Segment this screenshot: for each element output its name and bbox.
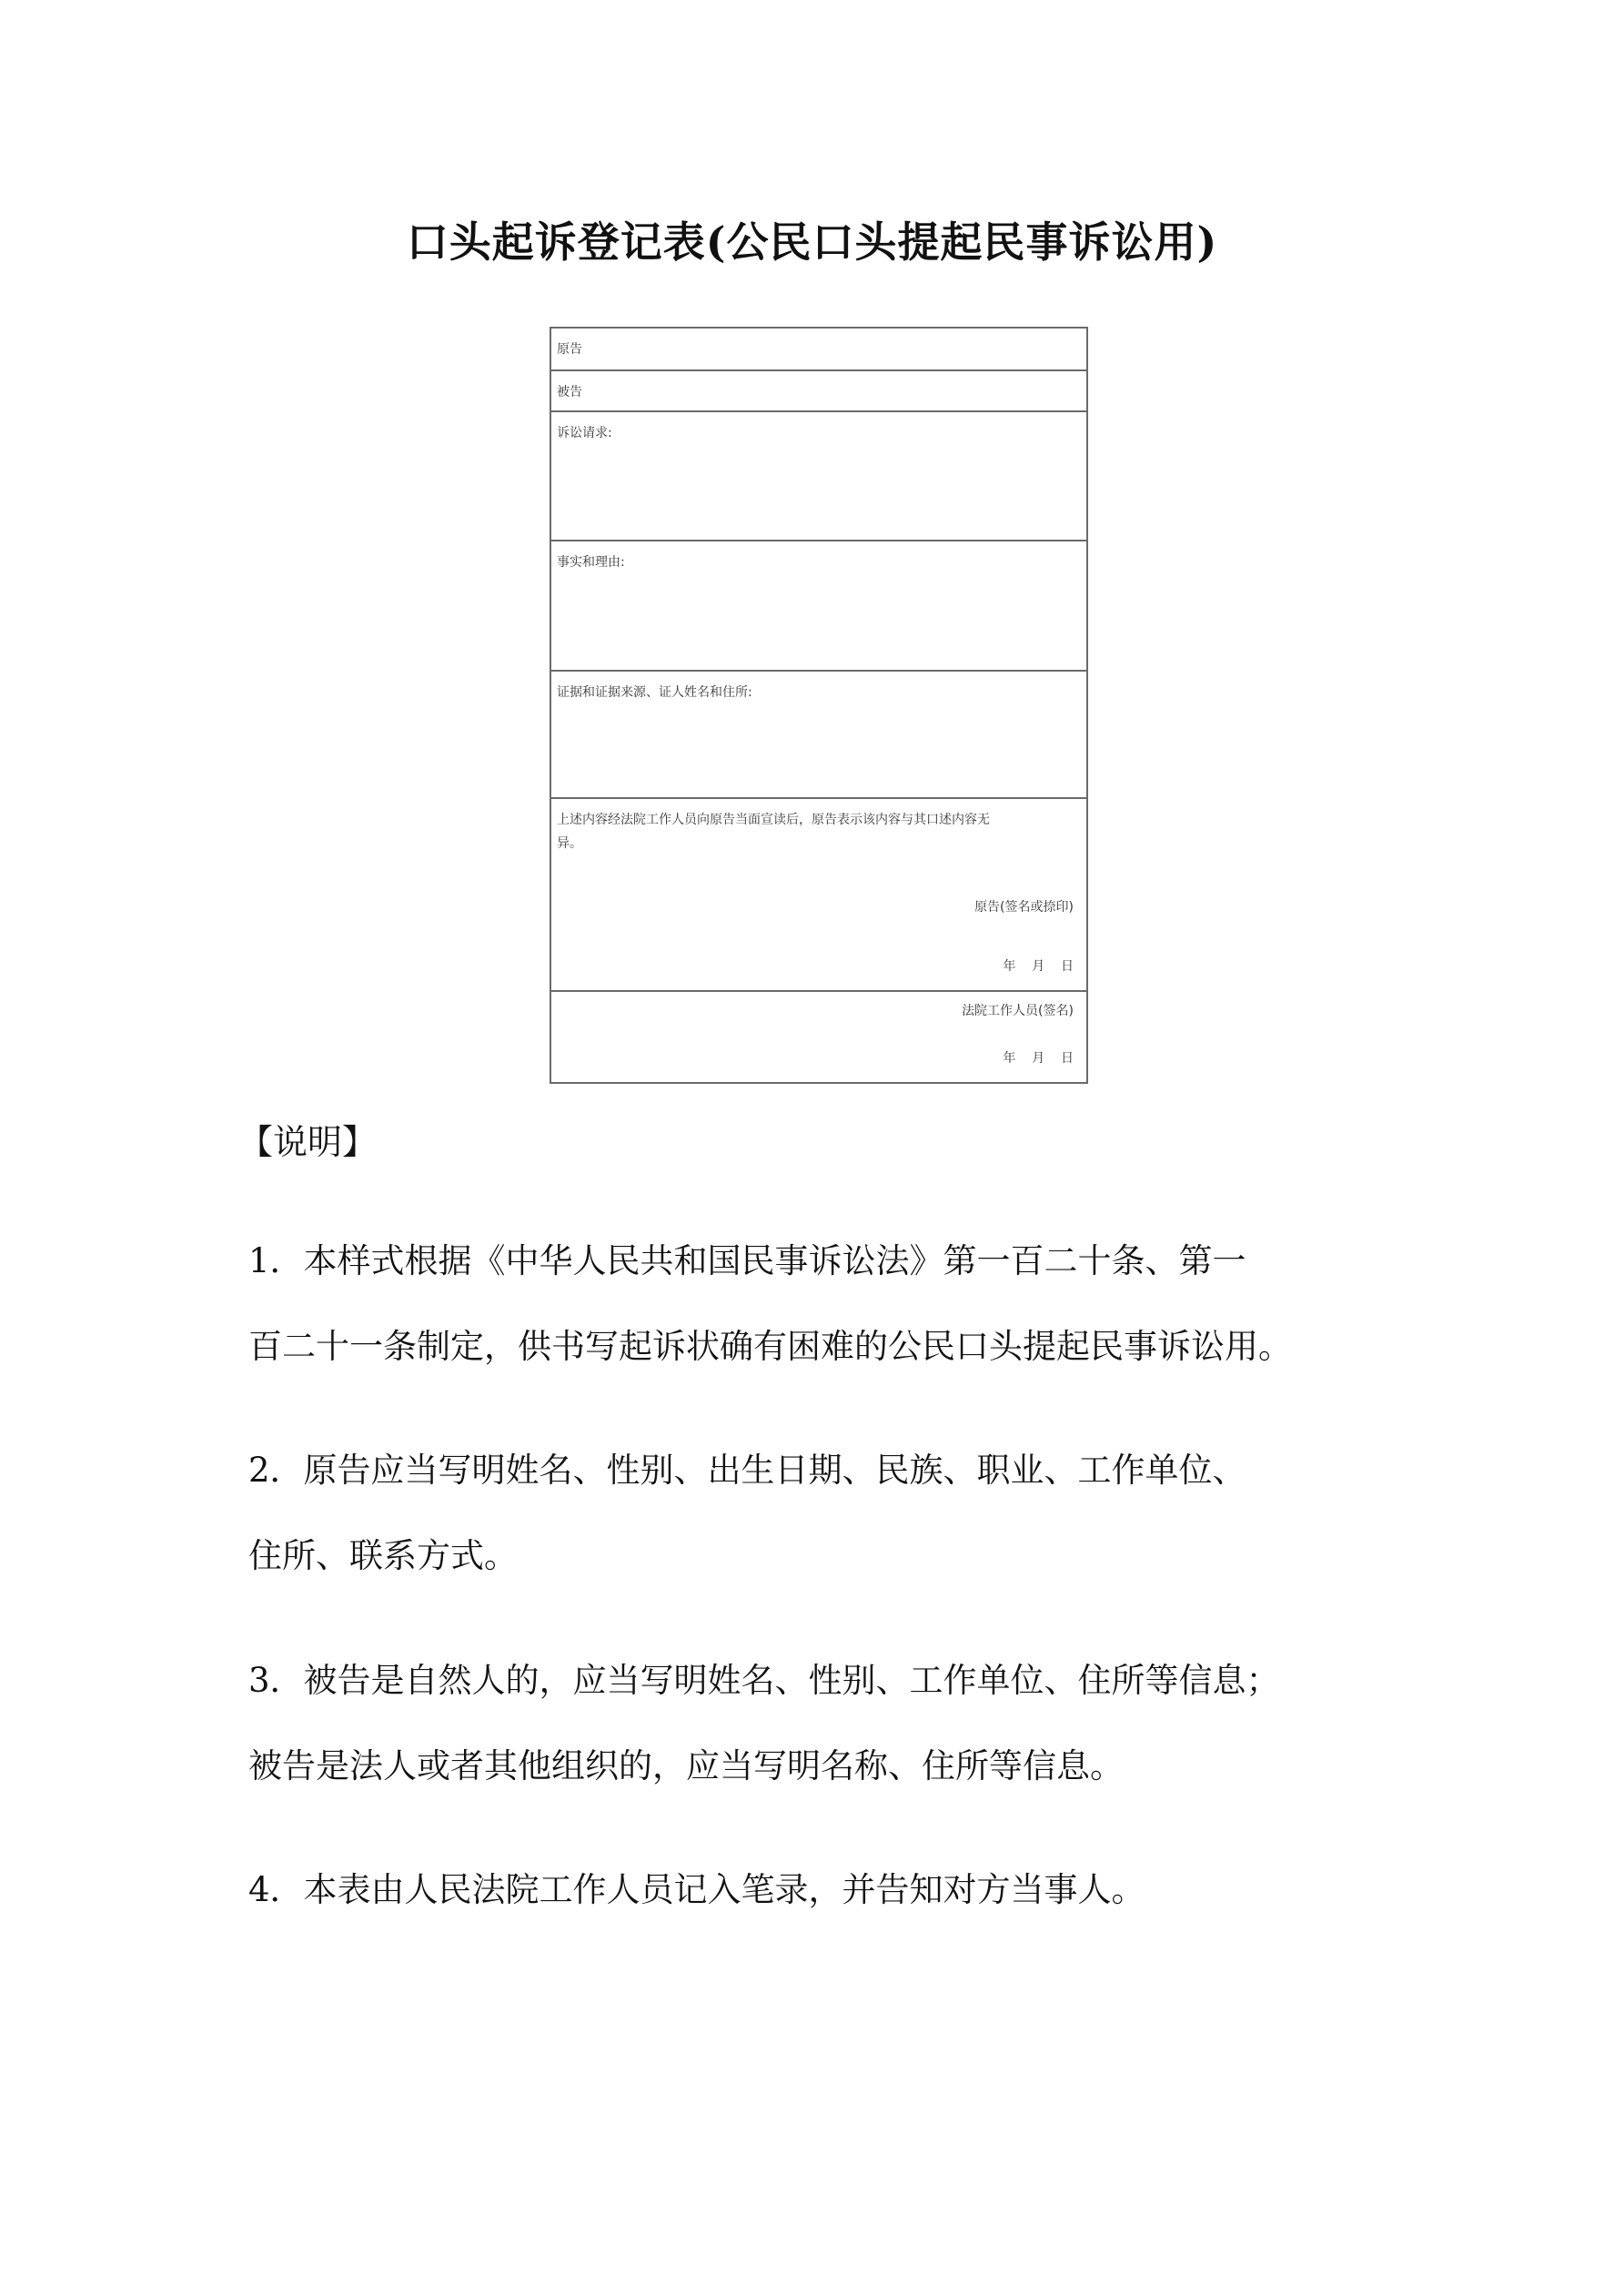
- note-1-line-2: 百二十一条制定，供书写起诉状确有困难的公民口头提起民事诉讼用。: [248, 1327, 1292, 1366]
- staff-date-label: 年 月 日: [1003, 1051, 1074, 1066]
- defendant-label: 被告: [557, 385, 582, 400]
- note-3-line-2: 被告是法人或者其他组织的，应当写明名称、住所等信息。: [248, 1746, 1124, 1785]
- note-3-line-1: 3．被告是自然人的，应当写明姓名、性别、工作单位、住所等信息；: [248, 1661, 1280, 1700]
- note-1-line-1: 1．本样式根据《中华人民共和国民事诉讼法》第一百二十条、第一: [248, 1241, 1246, 1280]
- note-2-line-2: 住所、联系方式。: [248, 1536, 518, 1575]
- note-item-4: [248, 1847, 1422, 1933]
- note-item-3: [248, 1638, 1422, 1809]
- confirmation-line-2: 异。: [557, 836, 582, 851]
- registration-form: [550, 327, 1088, 1084]
- claims-label: 诉讼请求:: [557, 426, 612, 440]
- facts-label: 事实和理由:: [557, 555, 625, 570]
- note-item-2: [248, 1428, 1422, 1599]
- facts-row: [551, 541, 1086, 672]
- confirmation-row: [551, 799, 1086, 992]
- plaintiff-date-label: 年 月 日: [1003, 959, 1074, 974]
- staff-row: [551, 992, 1086, 1082]
- confirmation-text: [557, 808, 1068, 855]
- note-4-line-1: 4．本表由人民法院工作人员记入笔录，并告知对方当事人。: [248, 1870, 1145, 1909]
- note-2-line-1: 2．原告应当写明姓名、性别、出生日期、民族、职业、工作单位、: [248, 1451, 1246, 1490]
- plaintiff-row: [551, 329, 1086, 371]
- plaintiff-signature-label: 原告(签名或捺印): [974, 900, 1074, 915]
- note-item-1: [248, 1219, 1422, 1390]
- evidence-label: 证据和证据来源、证人姓名和住所:: [557, 685, 752, 700]
- claims-row: [551, 412, 1086, 541]
- page-title: 口头起诉登记表(公民口头提起民事诉讼用): [406, 217, 1218, 267]
- evidence-row: [551, 672, 1086, 799]
- notes-heading: 【说明】: [238, 1122, 378, 1162]
- plaintiff-label: 原告: [557, 342, 582, 357]
- confirmation-line-1: 上述内容经法院工作人员向原告当面宣读后，原告表示该内容与其口述内容无: [557, 813, 990, 827]
- defendant-row: [551, 371, 1086, 412]
- staff-signature-label: 法院工作人员(签名): [962, 1004, 1074, 1018]
